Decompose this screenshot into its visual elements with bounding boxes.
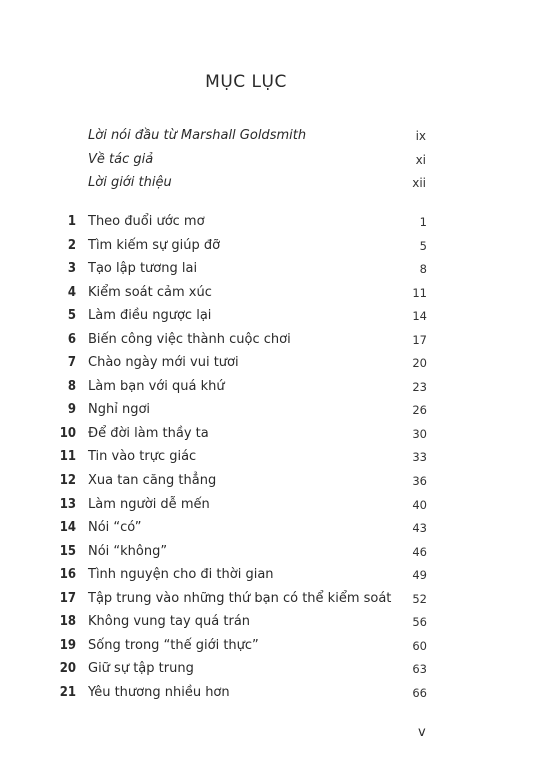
chapter-page: 5	[419, 238, 427, 253]
front-matter-item	[0, 175, 546, 199]
chapter-item	[0, 520, 546, 544]
chapter-title: Sống trong “thế giới thực”	[88, 637, 259, 653]
chapter-item	[0, 355, 546, 379]
chapter-title: Tin vào trực giác	[88, 449, 197, 465]
chapter-number: 8	[67, 378, 76, 394]
chapter-title: Chào ngày mới vui tươi	[88, 355, 239, 371]
front-matter-page: ix	[415, 129, 426, 143]
chapter-title: Tạo lập tương lai	[88, 261, 198, 277]
chapter-title: Tình nguyện cho đi thời gian	[88, 567, 274, 583]
chapter-item	[0, 332, 546, 356]
chapter-item	[0, 426, 546, 450]
front-matter-page: xii	[412, 176, 426, 190]
chapter-number: 5	[67, 308, 76, 324]
front-matter-page: xi	[415, 152, 426, 167]
chapter-item	[0, 591, 546, 615]
chapter-title: Biến công việc thành cuộc chơi	[88, 331, 291, 347]
chapter-title: Yêu thương nhiều hơn	[88, 684, 230, 700]
front-matter-list	[0, 128, 546, 199]
chapter-number: 4	[67, 284, 76, 300]
chapter-item	[0, 449, 546, 473]
chapter-number: 1	[67, 214, 76, 229]
chapter-item	[0, 544, 546, 568]
chapter-title: Xua tan căng thẳng	[88, 473, 217, 489]
chapter-number: 15	[59, 543, 76, 559]
chapter-number: 21	[59, 684, 76, 700]
chapter-page: 30	[412, 426, 427, 441]
chapter-title: Nói “có”	[88, 520, 142, 536]
chapter-number: 13	[59, 496, 76, 512]
chapter-page: 26	[412, 403, 427, 418]
chapter-number: 7	[67, 355, 76, 371]
chapter-title: Nói “không”	[88, 543, 168, 559]
chapter-number: 19	[59, 637, 76, 653]
chapter-page: 43	[412, 521, 427, 536]
chapter-page: 52	[412, 591, 427, 606]
chapter-page: 1	[419, 215, 427, 229]
chapter-number: 12	[59, 473, 76, 489]
chapter-title: Kiểm soát cảm xúc	[88, 284, 212, 300]
chapter-title: Tập trung vào những thứ bạn có thể kiểm soát	[88, 590, 392, 606]
chapter-title: Giữ sự tập trung	[88, 661, 194, 677]
chapter-number: 18	[59, 614, 76, 630]
chapter-item	[0, 614, 546, 638]
chapter-number: 20	[59, 661, 76, 677]
chapter-page: 49	[412, 568, 427, 583]
chapter-number: 11	[59, 449, 76, 465]
chapter-number: 2	[67, 237, 76, 253]
chapter-item	[0, 497, 546, 521]
chapter-title: Làm người dễ mến	[88, 496, 210, 512]
chapter-number: 17	[59, 590, 76, 606]
chapter-page: 40	[412, 497, 427, 512]
chapter-page: 60	[412, 638, 427, 653]
chapter-item	[0, 567, 546, 591]
chapter-number: 10	[59, 425, 76, 441]
chapter-number: 3	[67, 261, 76, 277]
chapter-item	[0, 638, 546, 662]
chapter-number: 14	[59, 520, 76, 536]
chapter-page: 11	[412, 285, 427, 300]
front-matter-item	[0, 152, 546, 176]
front-matter-title: Về tác giả	[88, 151, 154, 167]
front-matter-title: Lời nói đầu từ Marshall Goldsmith	[88, 128, 307, 143]
chapter-page: 66	[412, 685, 427, 700]
page-title: MỤC LỤC	[205, 72, 287, 92]
chapter-title: Tìm kiếm sự giúp đỡ	[88, 237, 221, 253]
chapter-title: Không vung tay quá trán	[88, 614, 251, 630]
chapter-title: Theo đuổi ước mơ	[88, 214, 205, 229]
chapter-item	[0, 308, 546, 332]
chapter-title: Nghỉ ngơi	[88, 402, 151, 418]
chapter-number: 6	[67, 331, 76, 347]
chapter-item	[0, 214, 546, 238]
front-matter-item	[0, 128, 546, 152]
chapter-page: 63	[412, 662, 427, 677]
chapter-page: 14	[412, 309, 427, 324]
chapter-number: 16	[59, 567, 76, 583]
chapter-item	[0, 402, 546, 426]
chapter-page: 20	[412, 356, 427, 371]
chapter-page: 23	[412, 379, 427, 394]
chapter-page: 8	[419, 262, 427, 277]
chapter-title: Để đời làm thầy ta	[88, 425, 209, 441]
chapter-item	[0, 238, 546, 262]
chapter-page: 33	[412, 450, 427, 465]
chapter-page: 36	[412, 474, 427, 489]
chapter-item	[0, 261, 546, 285]
chapter-page: 46	[412, 544, 427, 559]
chapter-page: 56	[412, 615, 427, 630]
chapter-title: Làm điều ngược lại	[88, 308, 212, 324]
chapter-item	[0, 379, 546, 403]
chapter-item	[0, 473, 546, 497]
chapter-title: Làm bạn với quá khứ	[88, 378, 225, 394]
front-matter-title: Lời giới thiệu	[88, 175, 172, 190]
chapter-item	[0, 661, 546, 685]
chapter-list	[0, 214, 546, 708]
chapter-number: 9	[67, 402, 76, 418]
chapter-item	[0, 285, 546, 309]
page-number: v	[418, 725, 426, 740]
chapter-page: 17	[412, 332, 427, 347]
chapter-item	[0, 685, 546, 709]
